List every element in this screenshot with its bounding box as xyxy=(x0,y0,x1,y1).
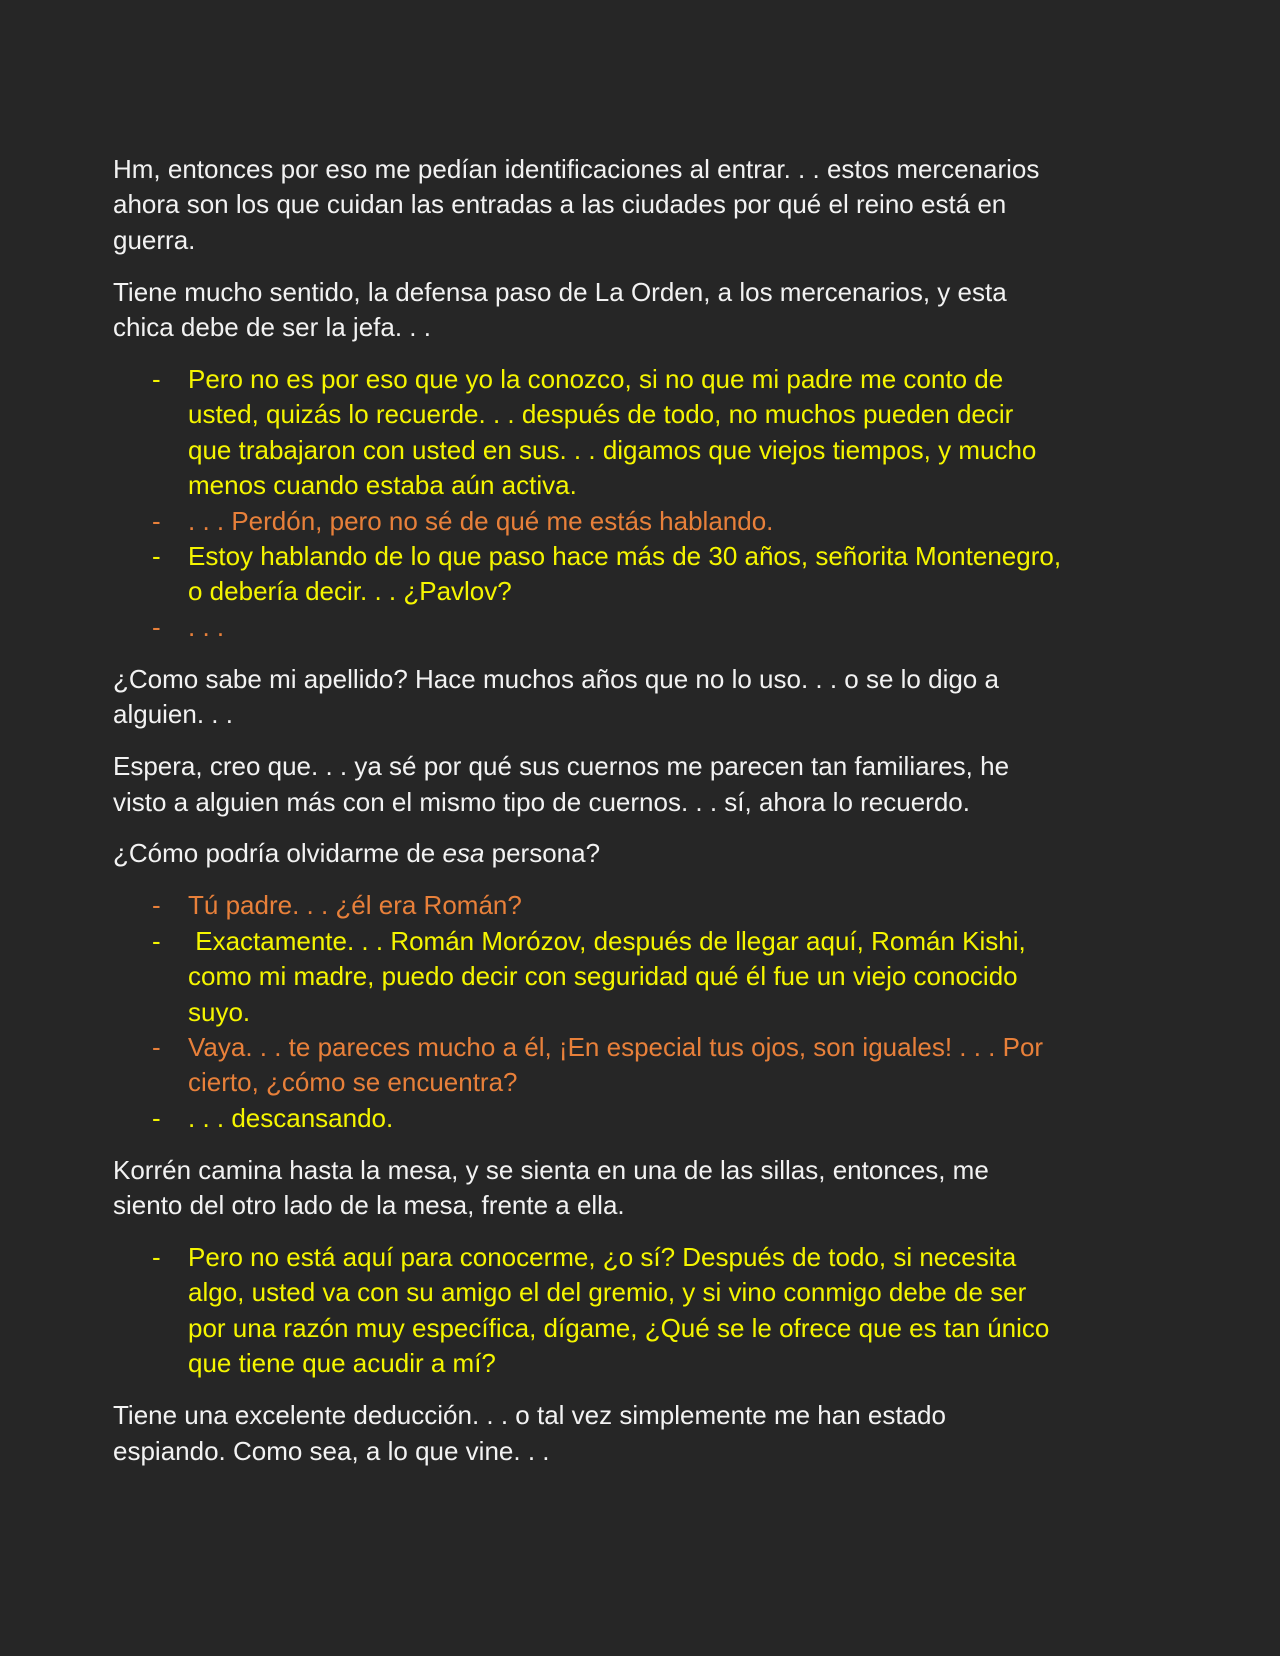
text-segment: ¿Cómo podría olvidarme de xyxy=(113,838,443,869)
text-line: Hm, entonces por eso me pedían identificaciones al entrar. . . estos mercenarios xyxy=(113,154,1040,184)
dialogue-line: suyo. xyxy=(188,996,251,1027)
dialogue-line: por una razón muy específica, dígame, ¿Qué se le ofrece que es tan único xyxy=(188,1312,1050,1343)
dash-bullet: - xyxy=(152,890,161,921)
dialogue-item-yellow xyxy=(113,1240,1173,1382)
dash-bullet: - xyxy=(152,1241,161,1272)
narration-paragraph xyxy=(113,152,1173,258)
dialogue-line: Pero no es por eso que yo la conozco, si no que mi padre me conto de xyxy=(188,364,1004,395)
text-line: siento del otro lado de la mesa, frente a ella. xyxy=(113,1190,625,1221)
dialogue-line: Exactamente. . . Román Morózov, después de llegar aquí, Román Kishi, xyxy=(188,925,1026,956)
dash-bullet: - xyxy=(152,1031,161,1062)
dialogue-list xyxy=(113,888,1173,1136)
dialogue-line: . . . descansando. xyxy=(188,1102,394,1133)
dialogue-line: que trabajaron con usted en sus. . . digamos que viejos tiempos, y mucho xyxy=(188,434,1037,465)
italic-text: esa xyxy=(442,838,485,869)
text-line: alguien. . . xyxy=(113,699,233,730)
text-line: Tiene mucho sentido, la defensa paso de La Orden, a los mercenarios, y esta xyxy=(113,276,1007,307)
document-body xyxy=(113,152,1173,1485)
dialogue-line: Estoy hablando de lo que paso hace más de 30 años, señorita Montenegro, xyxy=(188,541,1062,572)
dash-bullet: - xyxy=(152,541,161,572)
dialogue-line: Vaya. . . te pareces mucho a él, ¡En especial tus ojos, son iguales! . . . Por xyxy=(188,1031,1044,1062)
narration-paragraph xyxy=(113,836,1173,871)
text-line: Espera, creo que. . . ya sé por qué sus cuernos me parecen tan familiares, he xyxy=(113,751,1010,782)
dialogue-item-yellow xyxy=(113,362,1173,504)
dash-bullet: - xyxy=(152,364,161,395)
dash-bullet: - xyxy=(152,505,161,536)
dialogue-list xyxy=(113,362,1173,645)
dialogue-line: que tiene que acudir a mí? xyxy=(188,1348,496,1379)
dialogue-line: algo, usted va con su amigo el del gremio, y si vino conmigo debe de ser xyxy=(188,1277,1027,1308)
text-segment: persona? xyxy=(484,838,601,869)
text-line: Korrén camina hasta la mesa, y se sienta en una de las sillas, entonces, me xyxy=(113,1154,989,1185)
dialogue-line: . . . xyxy=(188,611,225,642)
dialogue-line: usted, quizás lo recuerde. . . después de todo, no muchos pueden decir xyxy=(188,399,1014,430)
text-line: espiando. Como sea, a lo que vine. . . xyxy=(113,1435,550,1466)
dialogue-item-orange xyxy=(113,888,1173,923)
narration-paragraph xyxy=(113,662,1173,733)
text-line: guerra. xyxy=(113,224,196,255)
narration-paragraph xyxy=(113,749,1173,820)
dialogue-line: Pero no está aquí para conocerme, ¿o sí? Después de todo, si necesita xyxy=(188,1241,1017,1272)
dialogue-item-yellow xyxy=(113,539,1173,610)
dash-bullet: - xyxy=(152,925,161,956)
text-line: Tiene una excelente deducción. . . o tal vez simplemente me han estado xyxy=(113,1400,946,1431)
dialogue-line: como mi madre, puedo decir con seguridad qué él fue un viejo conocido xyxy=(188,961,1018,992)
text-line: chica debe de ser la jefa. . . xyxy=(113,312,431,343)
dialogue-item-yellow xyxy=(113,1101,1173,1136)
dialogue-line: Tú padre. . . ¿él era Román? xyxy=(188,890,522,921)
text-line xyxy=(113,836,1173,871)
dialogue-list xyxy=(113,1240,1173,1382)
narration-paragraph xyxy=(113,275,1173,346)
dash-bullet: - xyxy=(152,611,161,642)
dialogue-line: cierto, ¿cómo se encuentra? xyxy=(188,1067,518,1098)
narration-paragraph xyxy=(113,1153,1173,1224)
dialogue-item-orange xyxy=(113,504,1173,539)
dialogue-line: o debería decir. . . ¿Pavlov? xyxy=(188,576,512,607)
dialogue-item-orange xyxy=(113,1030,1173,1101)
dialogue-item-orange xyxy=(113,610,1173,645)
dialogue-line: . . . Perdón, pero no sé de qué me estás hablando. xyxy=(188,505,774,536)
dialogue-line: menos cuando estaba aún activa. xyxy=(188,470,577,501)
text-line: ¿Como sabe mi apellido? Hace muchos años que no lo uso. . . o se lo digo a xyxy=(113,663,999,694)
dialogue-item-yellow xyxy=(113,924,1173,1030)
narration-paragraph xyxy=(113,1398,1173,1469)
dash-bullet: - xyxy=(152,1102,161,1133)
text-line: visto a alguien más con el mismo tipo de cuernos. . . sí, ahora lo recuerdo. xyxy=(113,786,970,817)
text-line: ahora son los que cuidan las entradas a las ciudades por qué el reino está en xyxy=(113,189,1007,220)
